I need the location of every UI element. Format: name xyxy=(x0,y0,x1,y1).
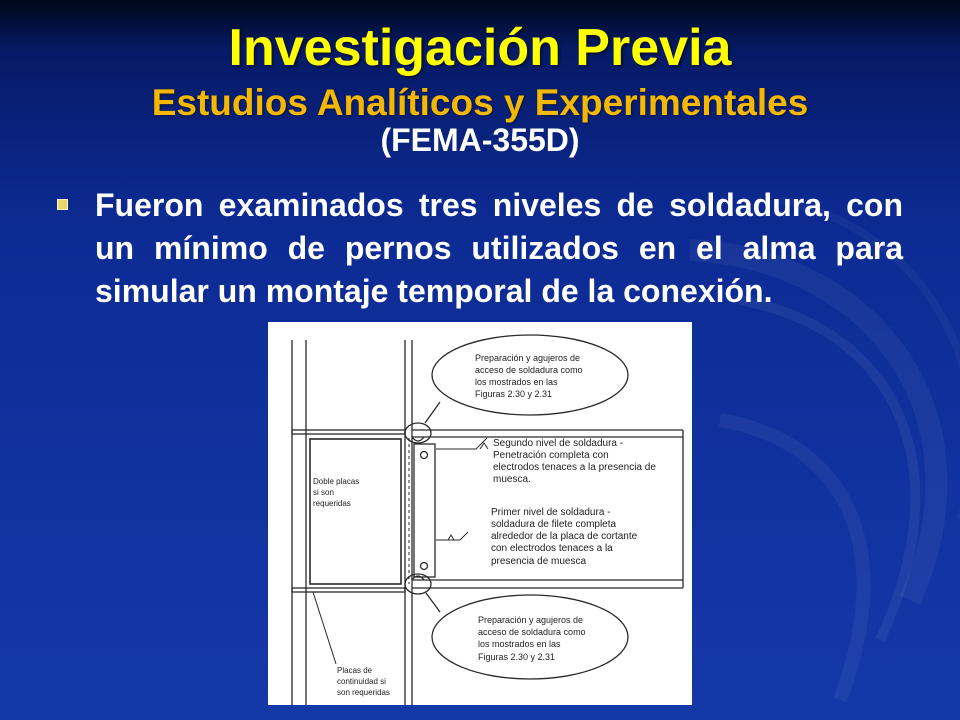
weld-symbol-first-level xyxy=(436,532,468,540)
bullet-marker xyxy=(57,199,68,210)
doubler-plate-note-line: requeridas xyxy=(313,499,351,508)
bullet-text: Fueron examinados tres niveles de soldadura, con un mínimo de pernos utilizados en el alma para simular un montaje temporal de la conexión. xyxy=(95,187,903,309)
callout-top-line: Preparación y agujeros de xyxy=(475,353,581,363)
callout-bottom-line: los mostrados en las xyxy=(478,639,561,649)
weld-symbol-second-level xyxy=(436,438,488,449)
first-weld-note-line: soldadura de filete completa xyxy=(491,519,617,530)
slide-subtitle: Estudios Analíticos y Experimentales xyxy=(151,82,809,123)
shear-plate xyxy=(414,444,435,577)
continuity-plate-note-line: Placas de xyxy=(337,666,373,675)
leader-line-continuity xyxy=(313,592,336,664)
first-weld-note-line: presencia de muesca xyxy=(491,556,587,567)
callout-top-line: Figuras 2.30 y 2.31 xyxy=(475,389,553,399)
continuity-plate-top xyxy=(292,430,405,434)
first-weld-note-line: alrededor de la placa de cortante xyxy=(491,531,638,542)
second-weld-note-line: electrodos tenaces a la presencia de xyxy=(493,462,656,473)
leader-line-top xyxy=(425,402,440,423)
continuity-plate-note-line: continuidad si xyxy=(337,677,386,686)
callout-bottom-line: acceso de soldadura como xyxy=(478,627,586,637)
swirl-stroke xyxy=(720,420,864,700)
callout-bottom-line: Figuras 2.30 y 2.31 xyxy=(478,652,556,662)
detail-circle-top xyxy=(405,423,431,443)
first-weld-note-line: Primer nivel de soldadura - xyxy=(491,507,611,518)
doubler-plate-note-line: si son xyxy=(313,488,334,497)
callout-top-line: los mostrados en las xyxy=(475,377,558,387)
callout-top-line: acceso de soldadura como xyxy=(475,365,583,375)
doubler-plate xyxy=(310,439,401,584)
slide-reference: (FEMA-355D) xyxy=(380,122,580,158)
doubler-plate-note-line: Doble placas xyxy=(313,477,360,486)
moment-connection-diagram xyxy=(268,322,692,705)
leader-line-bottom xyxy=(426,593,440,612)
callout-ellipse-bottom xyxy=(432,595,628,679)
continuity-plate-note-line: son requeridas xyxy=(337,688,390,697)
continuity-plate-bottom xyxy=(292,588,405,592)
second-weld-note-line: muesca. xyxy=(493,474,531,485)
swirl-stroke xyxy=(740,300,915,640)
callout-ellipse-top xyxy=(432,335,628,415)
bolt-hole xyxy=(421,563,428,570)
callout-bottom-line: Preparación y agujeros de xyxy=(478,615,584,625)
slide-title: Investigación Previa xyxy=(228,19,732,77)
bolt-hole xyxy=(421,452,428,459)
connection-figure xyxy=(268,322,692,705)
second-weld-note-line: Segundo nivel de soldadura - xyxy=(493,438,624,449)
second-weld-note-line: Penetración completa con xyxy=(493,450,609,461)
first-weld-note-line: con electrodos tenaces a la xyxy=(491,543,613,554)
